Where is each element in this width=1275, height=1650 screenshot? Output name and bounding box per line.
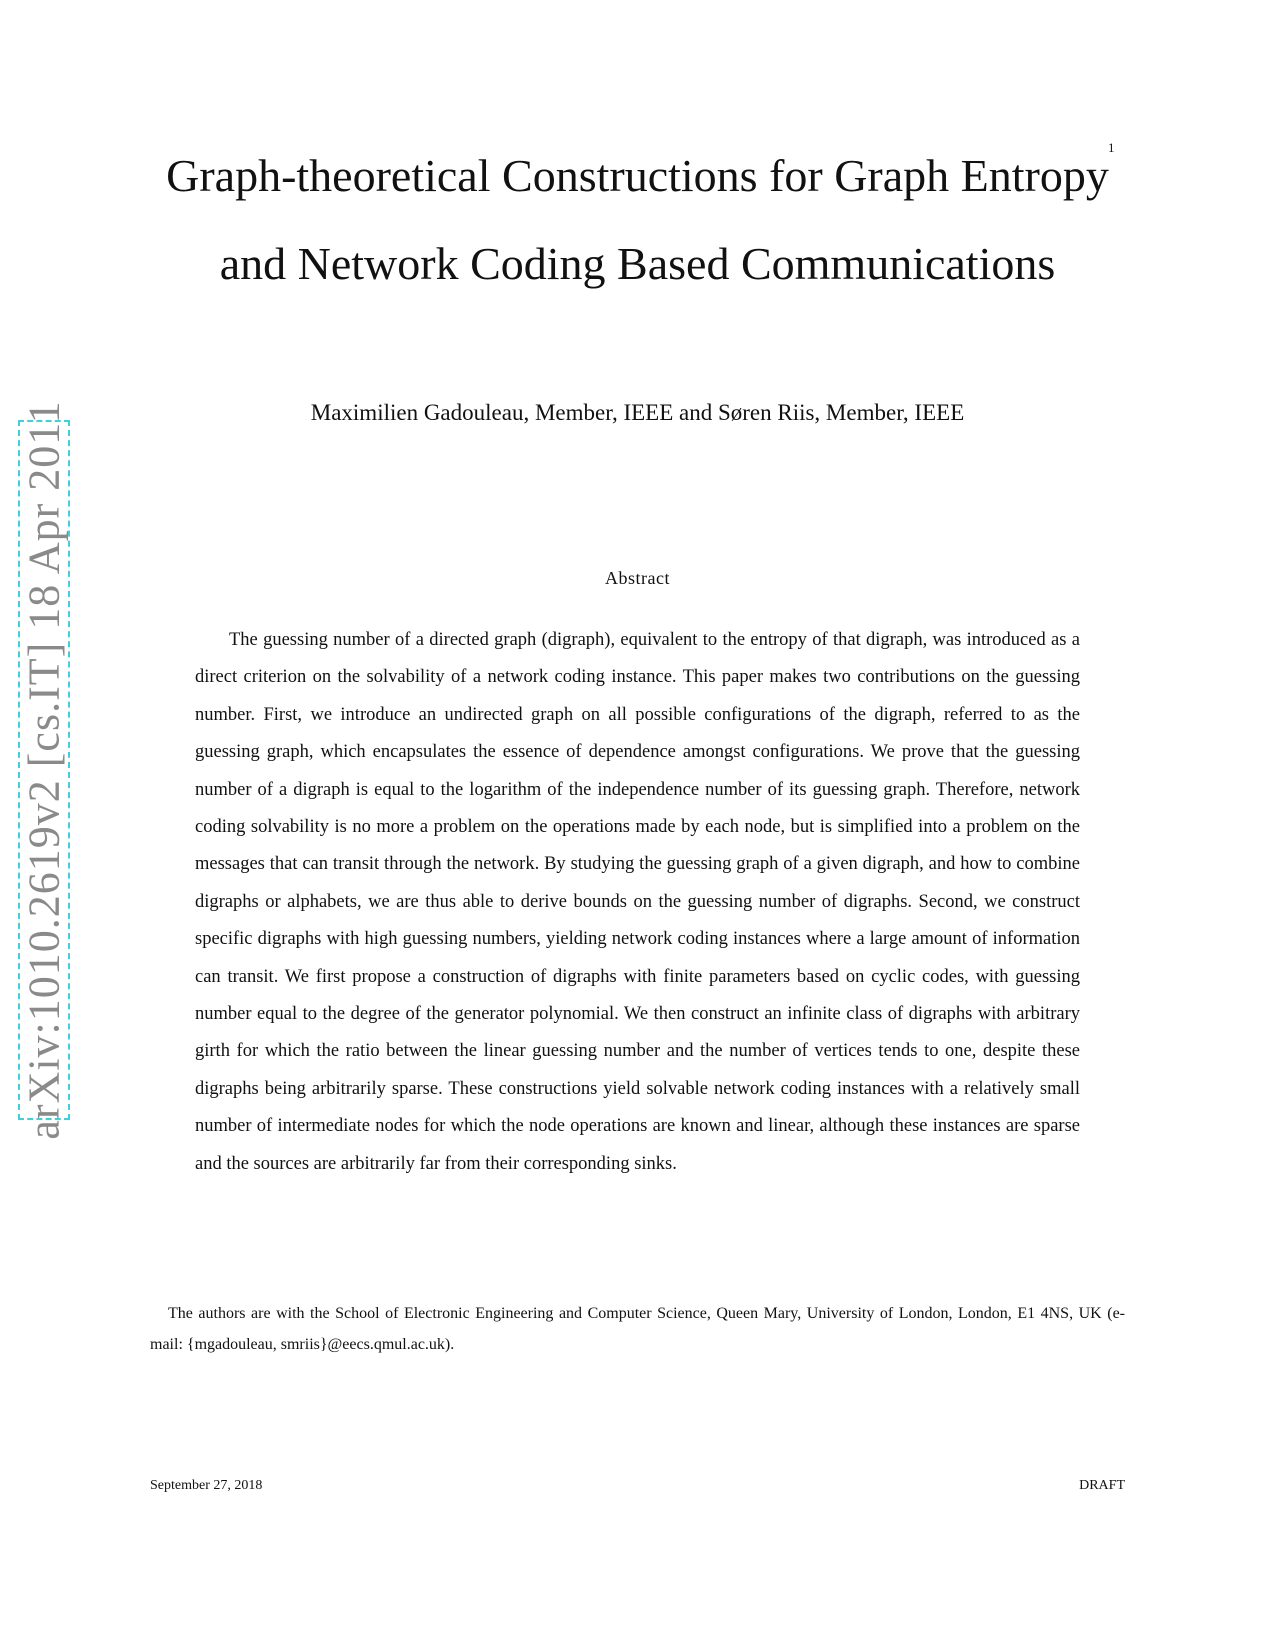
- arxiv-identifier: arXiv:1010.2619v2 [cs.IT] 18 Apr 2011: [19, 400, 69, 1140]
- footer-date: September 27, 2018: [150, 1478, 263, 1493]
- abstract-heading: Abstract: [605, 568, 670, 588]
- footer-draft-label: DRAFT: [1079, 1478, 1125, 1493]
- paper-title: Graph-theoretical Constructions for Graph Entropy and Network Coding Based Communications: [166, 150, 1109, 289]
- author-affiliation-footnote: The authors are with the School of Electronic Engineering and Computer Science, Queen Mary, University of London, London, E1 4NS, UK (e-mail: {mgadouleau, smriis}@eecs.qmul.ac.uk).: [150, 1305, 1125, 1353]
- arxiv-stamp[interactable]: [18, 400, 70, 1140]
- page-number: 1: [1108, 140, 1115, 155]
- abstract-body: The guessing number of a directed graph (digraph), equivalent to the entropy of that digraph, was introduced as a direct criterion on the solvability of a network coding instance. This paper makes two contributions on the guessing number. First, we introduce an undirected graph on all possible configurations of the digraph, referred to as the guessing graph, which encapsulates the essence of dependence amongst configurations. We prove that the guessing number of a digraph is equal to the logarithm of the independence number of its guessing graph. Therefore, network coding solvability is no more a problem on the operations made by each node, but is simplified into a problem on the messages that can transit through the network. By studying the guessing graph of a given digraph, and how to combine digraphs or alphabets, we are thus able to derive bounds on the guessing number of digraphs. Second, we construct specific digraphs with high guessing numbers, yielding network coding instances where a large amount of information can transit. We first propose a construction of digraphs with finite parameters based on cyclic codes, with guessing number equal to the degree of the generator polynomial. We then construct an infinite class of digraphs with arbitrary girth for which the ratio between the linear guessing number and the number of vertices tends to one, despite these digraphs being arbitrarily sparse. These constructions yield solvable network coding instances with a relatively small number of intermediate nodes for which the node operations are known and linear, although these instances are sparse and the sources are arbitrarily far from their corresponding sinks.: [195, 630, 1080, 1174]
- author-list: Maximilien Gadouleau, Member, IEEE and Søren Riis, Member, IEEE: [310, 400, 965, 425]
